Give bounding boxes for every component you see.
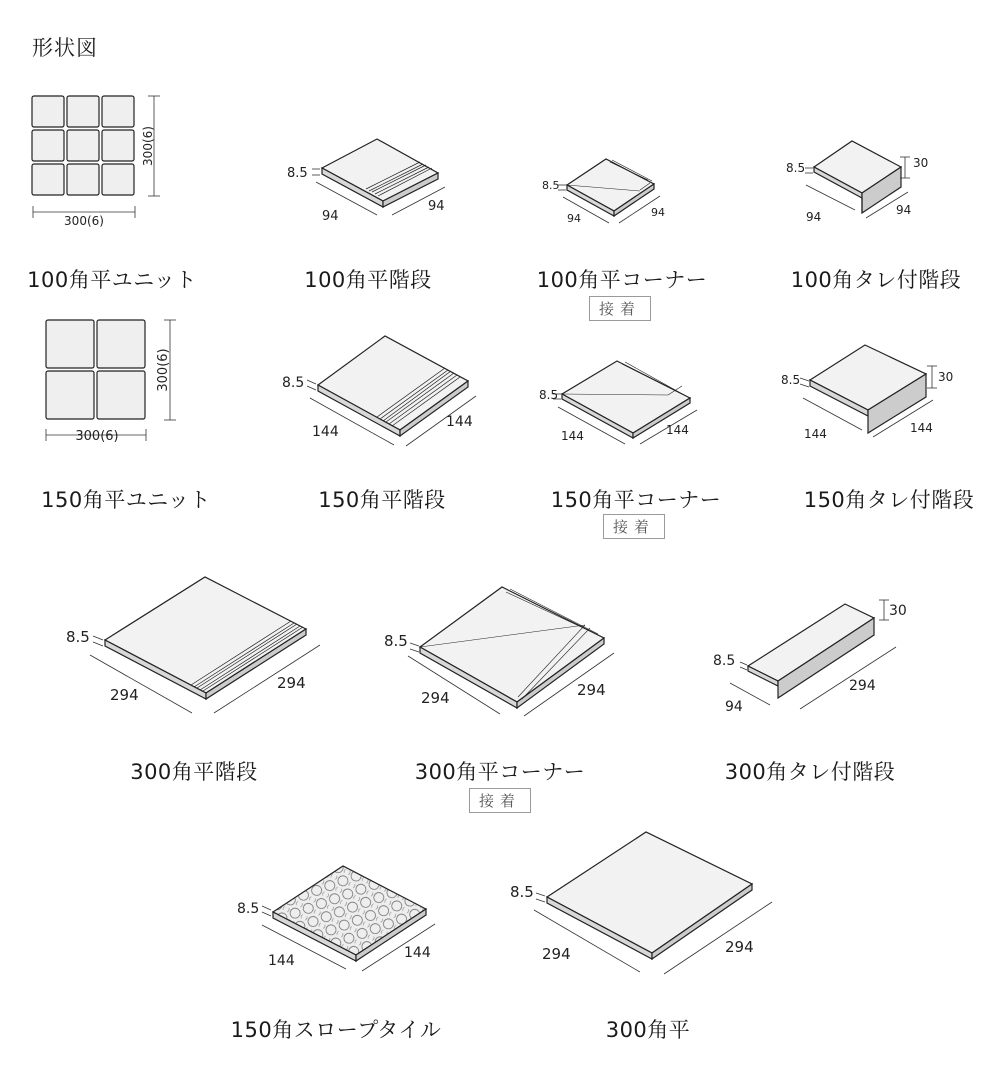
nose100-thickness-label: 8.5 bbox=[786, 161, 806, 175]
nose100-height-label: 30 bbox=[913, 156, 929, 170]
step150-caption: 150角平階段 bbox=[318, 488, 446, 512]
nose300-height-label: 30 bbox=[889, 603, 907, 619]
flat300-dim-a-label: 294 bbox=[542, 945, 571, 963]
corner100-thickness-label: 8.5 bbox=[542, 179, 560, 192]
nose300-dim-a-label: 94 bbox=[725, 699, 743, 715]
step300-thickness-label: 8.5 bbox=[66, 628, 90, 646]
corner100-figure bbox=[567, 159, 654, 216]
nose100-figure bbox=[814, 141, 901, 213]
step150-dim-a-label: 144 bbox=[312, 424, 339, 440]
corner300-adhesive-badge: 接着 bbox=[469, 788, 531, 813]
step100-figure bbox=[322, 139, 438, 207]
corner150-dim-a-label: 144 bbox=[561, 429, 584, 443]
step300-dim-b-label: 294 bbox=[277, 674, 306, 692]
step100-thickness-label: 8.5 bbox=[287, 166, 308, 181]
unit150-figure bbox=[46, 320, 145, 419]
corner100-dim-a-label: 94 bbox=[567, 212, 581, 225]
unit100-figure bbox=[32, 96, 134, 195]
nose300-caption: 300角タレ付階段 bbox=[724, 760, 896, 784]
unit100-caption: 100角平ユニット bbox=[27, 268, 197, 292]
flat300-dim-b-label: 294 bbox=[725, 938, 754, 956]
unit100-height-label: 300(6) bbox=[141, 126, 155, 166]
corner150-dim-b-label: 144 bbox=[666, 423, 689, 437]
unit100-width-label: 300(6) bbox=[64, 214, 104, 228]
nose300-dim-b-label: 294 bbox=[849, 678, 876, 694]
unit150-width-label: 300(6) bbox=[75, 429, 119, 444]
nose150-caption: 150角タレ付階段 bbox=[803, 488, 975, 512]
slope150-dim-a-label: 144 bbox=[268, 953, 295, 969]
nose300-thickness-label: 8.5 bbox=[713, 653, 736, 669]
corner150-thickness-label: 8.5 bbox=[539, 388, 559, 402]
flat300-figure bbox=[547, 832, 752, 959]
nose150-height-label: 30 bbox=[938, 370, 954, 384]
step150-thickness-label: 8.5 bbox=[282, 375, 305, 391]
flat300-caption: 300角平 bbox=[605, 1018, 691, 1042]
step100-caption: 100角平階段 bbox=[304, 268, 432, 292]
slope150-thickness-label: 8.5 bbox=[237, 901, 260, 917]
corner150-caption: 150角平コーナー bbox=[550, 488, 722, 512]
step300-dim-a-label: 294 bbox=[110, 686, 139, 704]
step100-dim-a-label: 94 bbox=[322, 209, 339, 224]
corner100-dim-b-label: 94 bbox=[651, 206, 665, 219]
nose100-caption: 100角タレ付階段 bbox=[790, 268, 962, 292]
corner300-caption: 300角平コーナー bbox=[414, 760, 586, 784]
unit150-height-label: 300(6) bbox=[156, 348, 171, 392]
corner300-thickness-label: 8.5 bbox=[384, 632, 408, 650]
flat300-thickness-label: 8.5 bbox=[510, 883, 534, 901]
corner150-adhesive-badge: 接着 bbox=[603, 514, 665, 539]
slope150-dim-b-label: 144 bbox=[404, 945, 431, 961]
slope150-caption: 150角スロープタイル bbox=[230, 1018, 442, 1042]
nose100-dim-a-label: 94 bbox=[806, 210, 822, 224]
nose100-dim-b-label: 94 bbox=[896, 203, 912, 217]
corner300-dim-b-label: 294 bbox=[577, 681, 606, 699]
nose150-figure bbox=[810, 345, 926, 433]
nose150-thickness-label: 8.5 bbox=[781, 373, 801, 387]
corner300-dim-a-label: 294 bbox=[421, 689, 450, 707]
nose150-dim-a-label: 144 bbox=[804, 427, 827, 441]
unit150-caption: 150角平ユニット bbox=[41, 488, 211, 512]
nose150-dim-b-label: 144 bbox=[910, 421, 933, 435]
step150-dim-b-label: 144 bbox=[446, 414, 473, 430]
step100-dim-b-label: 94 bbox=[428, 199, 445, 214]
step300-caption: 300角平階段 bbox=[130, 760, 258, 784]
corner100-adhesive-badge: 接着 bbox=[589, 296, 651, 321]
corner100-caption: 100角平コーナー bbox=[536, 268, 708, 292]
page-title: 形状図 bbox=[32, 36, 98, 60]
